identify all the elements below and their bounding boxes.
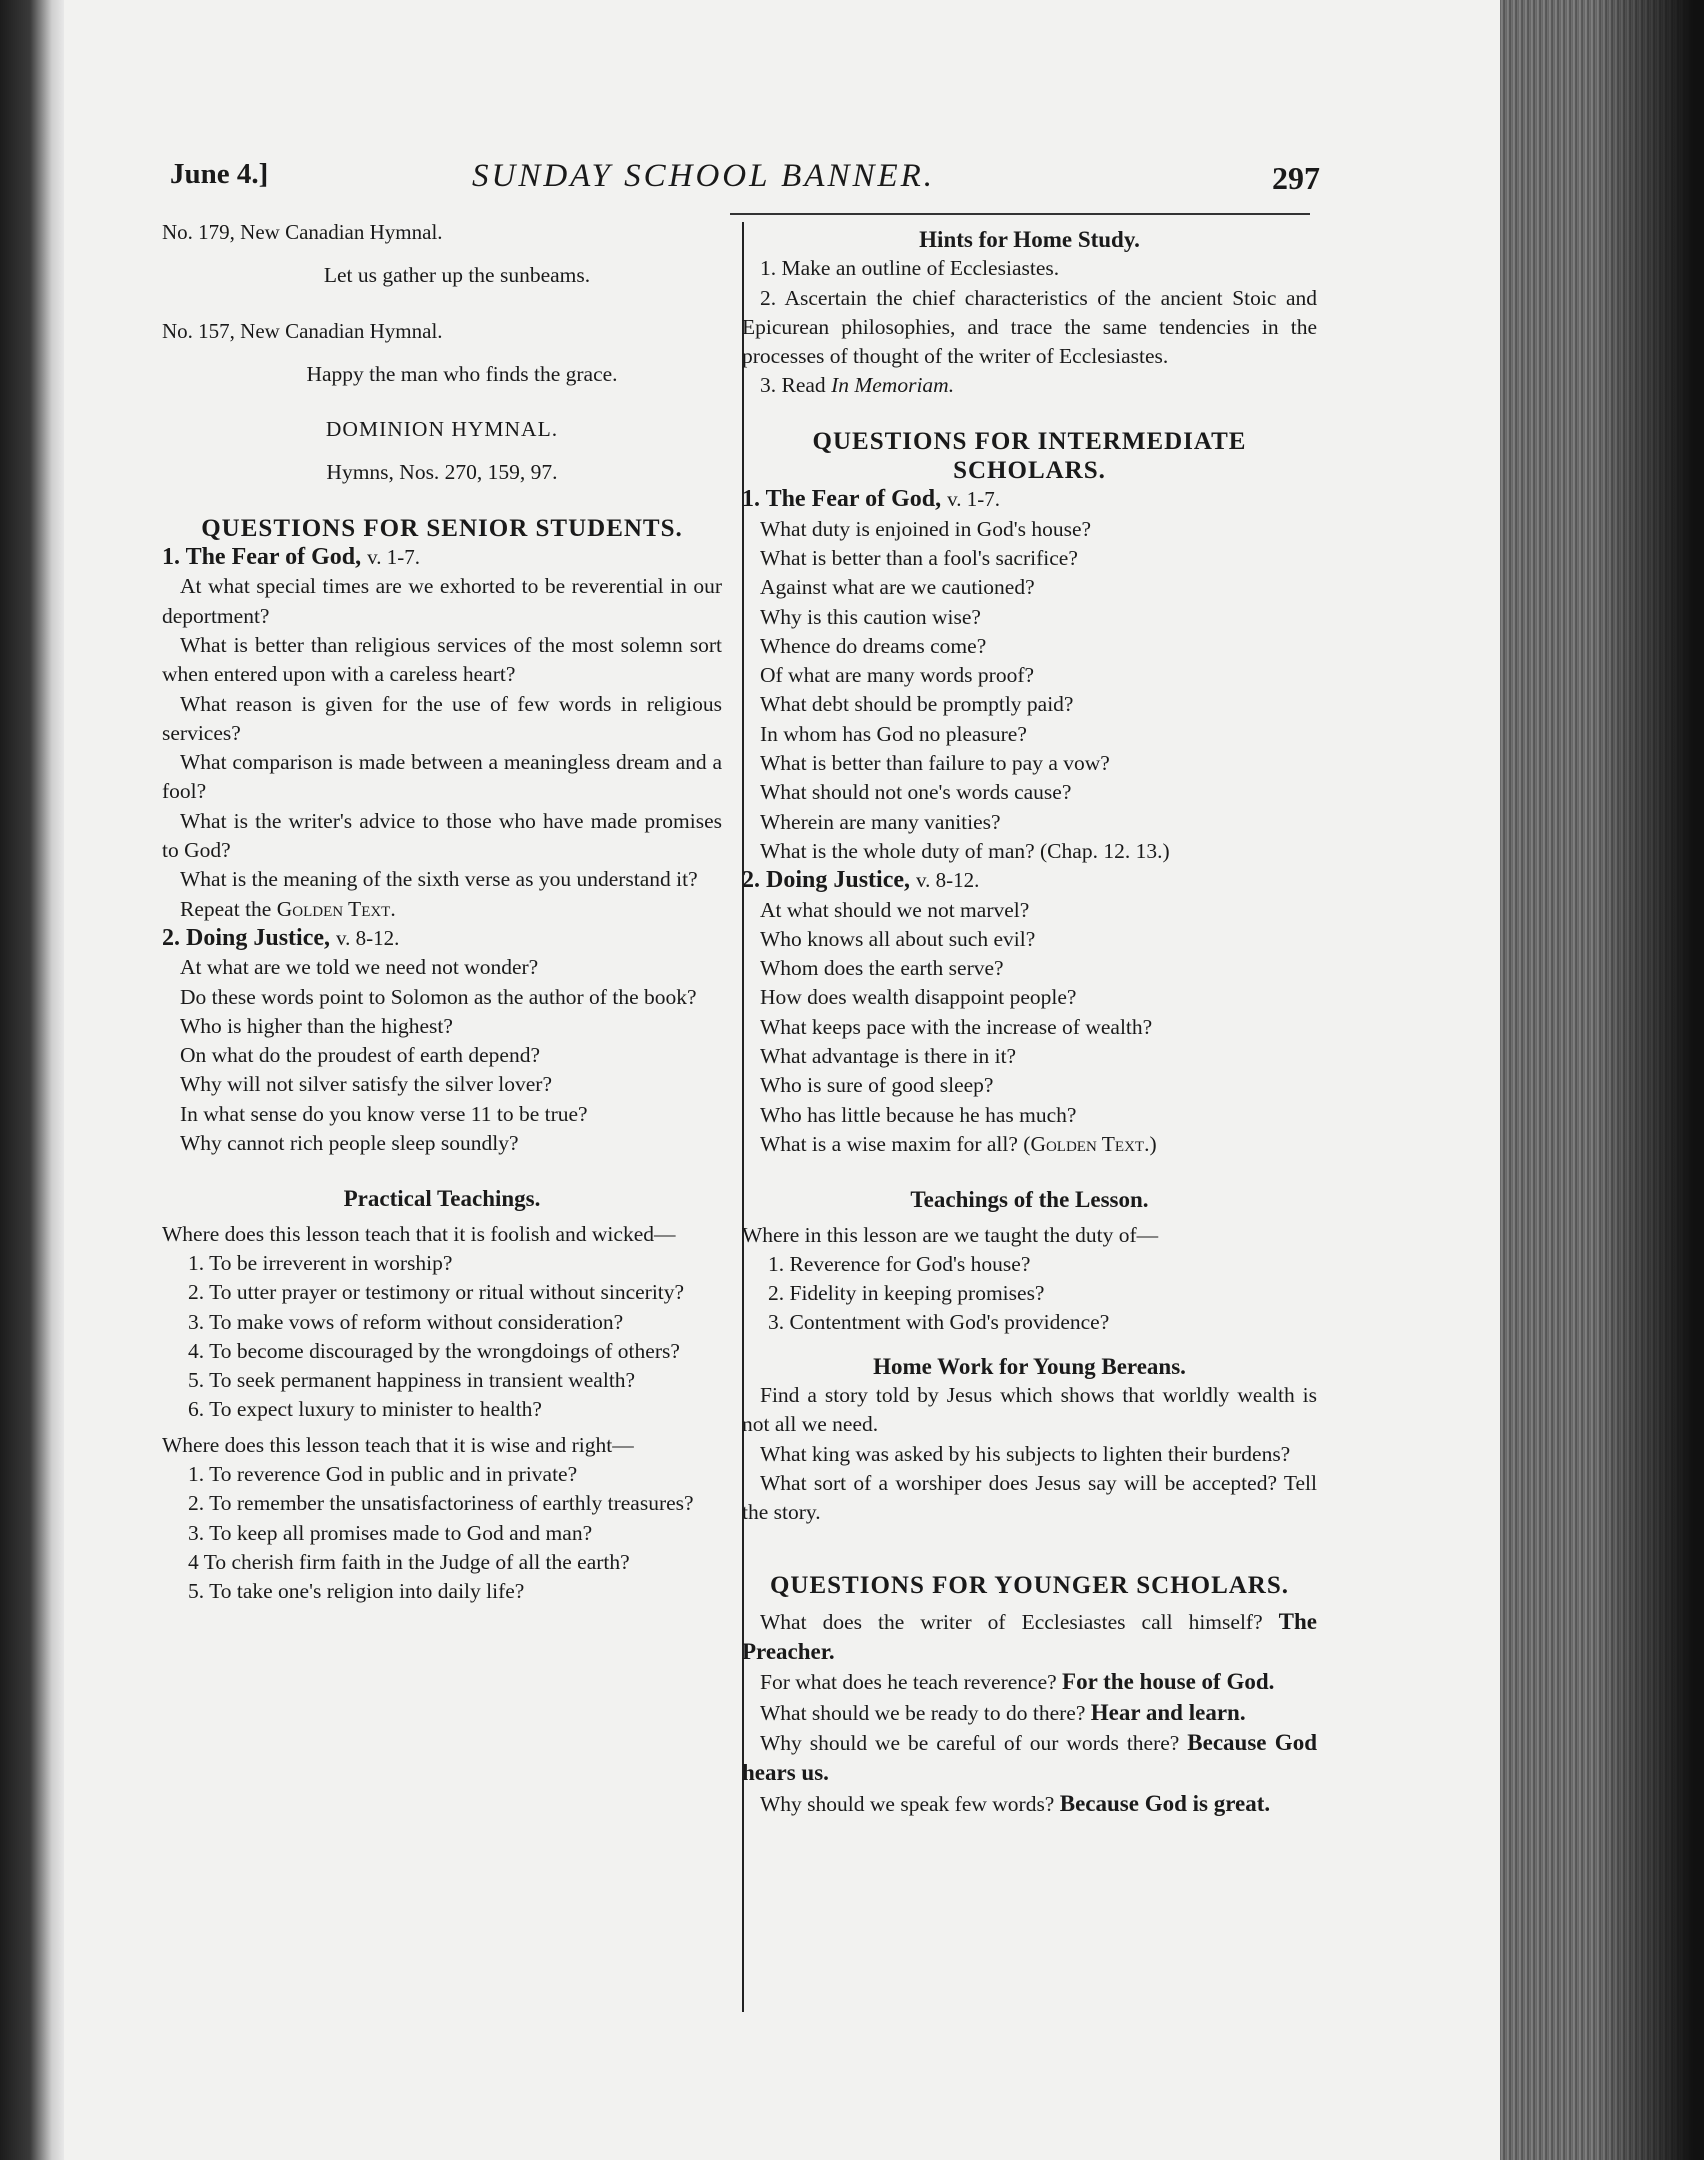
- question-list: [162, 572, 722, 894]
- hymn-title: Happy the man who finds the grace.: [306, 361, 618, 386]
- teaching-item: 3. Contentment with God's providence?: [768, 1310, 1110, 1335]
- question-text: Why should we speak few words?: [760, 1791, 1060, 1816]
- question: Who knows all about such evil?: [760, 926, 1036, 951]
- hint-prefix: 3. Read: [760, 373, 826, 398]
- question: Why cannot rich people sleep soundly?: [180, 1131, 519, 1156]
- teaching-item: 2. Fidelity in keeping promises?: [768, 1281, 1045, 1306]
- question: In whom has God no pleasure?: [760, 721, 1027, 746]
- question-list: [742, 896, 1317, 1130]
- section-title-text: 1. The Fear of God,: [162, 544, 362, 571]
- teaching-item: 1. To be irreverent in worship?: [188, 1250, 453, 1275]
- question: On what do the proudest of earth depend?: [180, 1043, 541, 1068]
- teaching-item: 3. To keep all promises made to God and man?: [188, 1520, 593, 1545]
- verse-reference: v. 1-7.: [947, 487, 1001, 512]
- teaching-item: 4 To cherish firm faith in the Judge of all the earth?: [188, 1549, 630, 1574]
- book-gutter-left: [0, 0, 64, 2160]
- verse-reference: v. 1-7.: [367, 545, 421, 570]
- teaching-list: [742, 1250, 1317, 1338]
- homework-item: What king was asked by his subjects to lighten their burdens?: [760, 1441, 1291, 1466]
- question: Do these words point to Solomon as the author of the book?: [180, 984, 697, 1009]
- teaching-item: 3. To make vows of reform without consideration?: [188, 1309, 624, 1334]
- question: What is the writer's advice to those who have made promises to God?: [162, 808, 722, 863]
- question: What is better than religious services of the most solemn sort when entered upon with a careless heart?: [162, 632, 722, 687]
- header-rule: [730, 213, 1310, 215]
- homework-item: Find a story told by Jesus which shows that worldly wealth is not all we need.: [742, 1382, 1317, 1437]
- question: Wherein are many vanities?: [760, 809, 1001, 834]
- teaching-list: [162, 1249, 722, 1425]
- homework-heading: Home Work for Young Bereans.: [873, 1353, 1186, 1379]
- question: Of what are many words proof?: [760, 663, 1035, 688]
- qa-item: [742, 1789, 1317, 1819]
- question: Why is this caution wise?: [760, 604, 981, 629]
- question: What debt should be promptly paid?: [760, 692, 1074, 717]
- younger-questions-heading: QUESTIONS FOR YOUNGER SCHOLARS.: [769, 1572, 1290, 1600]
- question: Why will not silver satisfy the silver lover?: [180, 1072, 552, 1097]
- question: What is better than failure to pay a vow?: [760, 751, 1110, 776]
- qa-list: [742, 1607, 1317, 1819]
- homework-item: What sort of a worshiper does Jesus say will be accepted? Tell the story.: [742, 1470, 1317, 1525]
- verse-reference: v. 8-12.: [336, 925, 400, 950]
- hymn-title: Let us gather up the sunbeams.: [323, 263, 591, 288]
- question-text: What is a wise maxim for all? (: [760, 1131, 1031, 1156]
- answer-text: For the house of God.: [1062, 1669, 1275, 1695]
- question: Who has little because he has much?: [760, 1102, 1077, 1127]
- question: Whence do dreams come?: [760, 633, 987, 658]
- teaching-list: [162, 1460, 722, 1606]
- section-title: [742, 866, 1317, 895]
- hymn-reference: No. 157, New Canadian Hymnal.: [162, 318, 443, 343]
- running-header: [170, 158, 1320, 218]
- list-intro: Where does this lesson teach that it is wise and right—: [162, 1432, 634, 1457]
- header-date: June 4.]: [170, 158, 269, 190]
- section-title-text: 1. The Fear of God,: [742, 486, 942, 513]
- question: Against what are we cautioned?: [760, 575, 1035, 600]
- question: What reason is given for the use of few words in religious services?: [162, 691, 722, 745]
- teachings-heading: Teachings of the Lesson.: [910, 1187, 1149, 1213]
- question: What is the meaning of the sixth verse as you understand it?: [180, 867, 698, 892]
- hints-heading: Hints for Home Study.: [919, 227, 1140, 252]
- question: How does wealth disappoint people?: [760, 985, 1077, 1010]
- question-text: Why should we be careful of our words there?: [760, 1730, 1188, 1755]
- section-title: [162, 543, 722, 572]
- question-text: For what does he teach reverence?: [760, 1670, 1063, 1695]
- hymn-reference: No. 179, New Canadian Hymnal.: [162, 220, 443, 244]
- answer-text: Because God is great.: [1059, 1790, 1271, 1816]
- qa-item: [742, 1667, 1317, 1697]
- qa-item: [742, 1728, 1317, 1789]
- repeat-golden-text: [162, 895, 722, 924]
- question: At what special times are we exhorted to be reverential in our deportment?: [162, 574, 722, 628]
- answer-text: Because God hears us.: [742, 1729, 1317, 1786]
- section-title-text: 2. Doing Justice,: [162, 924, 330, 951]
- question: What comparison is made between a meaningless dream and a fool?: [162, 750, 722, 804]
- answer-text: Hear and learn.: [1090, 1699, 1246, 1725]
- dominion-hymnal-heading: DOMINION HYMNAL.: [325, 417, 559, 442]
- teaching-item: 2. To utter prayer or testimony or ritual without sincerity?: [188, 1280, 685, 1305]
- question: What advantage is there in it?: [760, 1044, 1017, 1069]
- question-list: [162, 953, 722, 1158]
- question: What keeps pace with the increase of wealth?: [760, 1014, 1153, 1039]
- question: Who is higher than the highest?: [180, 1013, 453, 1038]
- teaching-item: 5. To seek permanent happiness in transient wealth?: [188, 1368, 636, 1393]
- hint-item: 1. Make an outline of Ecclesiastes.: [760, 256, 1060, 281]
- question-text: What should we be ready to do there?: [760, 1700, 1091, 1725]
- question: At what should we not marvel?: [760, 897, 1030, 922]
- right-column: [742, 225, 1317, 1819]
- book-page-edges: [1500, 0, 1704, 2160]
- question-text: What does the writer of Ecclesiastes call himself?: [760, 1609, 1279, 1634]
- golden-text: Golden Text.: [276, 896, 396, 921]
- question: At what are we told we need not wonder?: [180, 955, 539, 980]
- teaching-item: 6. To expect luxury to minister to health?: [188, 1397, 542, 1422]
- hint-item: [742, 371, 1317, 400]
- hint-item: 2. Ascertain the chief characteristics of the ancient Stoic and Epicurean philosophies, and trace the same tendencies in the processes of thought of the writer of Ecclesiastes.: [742, 285, 1317, 369]
- page-number: 297: [1272, 160, 1320, 196]
- question-list: [742, 515, 1317, 867]
- book-title: In Memoriam.: [831, 373, 955, 398]
- question: What duty is enjoined in God's house?: [760, 516, 1092, 541]
- qa-item: [742, 1698, 1317, 1728]
- qa-item: [742, 1607, 1317, 1668]
- verse-reference: v. 8-12.: [916, 868, 980, 893]
- senior-questions-heading: QUESTIONS FOR SENIOR STUDENTS.: [201, 514, 683, 542]
- teaching-item: 5. To take one's religion into daily life?: [188, 1579, 525, 1604]
- journal-title: SUNDAY SCHOOL BANNER.: [472, 158, 936, 194]
- repeat-prefix: Repeat the: [180, 896, 272, 921]
- list-intro: Where does this lesson teach that it is foolish and wicked—: [162, 1221, 676, 1246]
- teaching-item: 2. To remember the unsatisfactoriness of earthly treasures?: [188, 1491, 694, 1516]
- question: What should not one's words cause?: [760, 780, 1072, 805]
- question: What is better than a fool's sacrifice?: [760, 545, 1078, 570]
- question: Who is sure of good sleep?: [760, 1073, 994, 1098]
- teaching-item: 1. Reverence for God's house?: [768, 1251, 1031, 1276]
- teaching-item: 4. To become discouraged by the wrongdoings of others?: [188, 1338, 680, 1363]
- section-title: [742, 485, 1317, 514]
- answer-text: The Preacher.: [742, 1608, 1317, 1665]
- section-title-text: 2. Doing Justice,: [742, 867, 910, 894]
- section-title: [162, 924, 722, 953]
- question: [742, 1130, 1317, 1159]
- question: In what sense do you know verse 11 to be true?: [180, 1101, 588, 1126]
- list-intro: Where in this lesson are we taught the duty of—: [742, 1222, 1159, 1247]
- teaching-item: 1. To reverence God in public and in private?: [188, 1461, 578, 1486]
- golden-text: Golden Text.): [1030, 1131, 1157, 1156]
- left-column: [162, 218, 722, 1606]
- question: Whom does the earth serve?: [760, 956, 1004, 981]
- intermediate-questions-heading: QUESTIONS FOR INTERMEDIATE SCHOLARS.: [812, 427, 1247, 485]
- practical-teachings-heading: Practical Teachings.: [343, 1186, 541, 1212]
- question: What is the whole duty of man? (Chap. 12. 13.): [760, 838, 1170, 863]
- dominion-hymns-list: Hymns, Nos. 270, 159, 97.: [326, 460, 558, 485]
- homework-list: [742, 1381, 1317, 1527]
